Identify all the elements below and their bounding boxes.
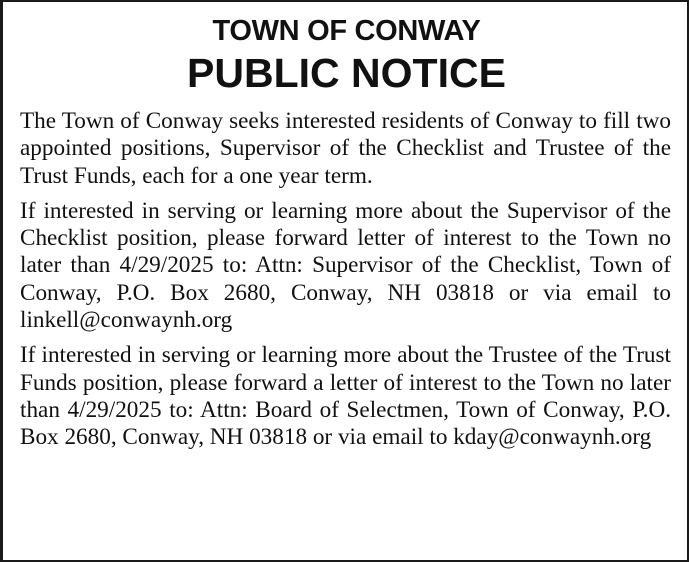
notice-header <box>20 14 673 98</box>
town-name: TOWN OF CONWAY <box>212 15 481 47</box>
supervisor-paragraph: If interested in serving or learning more about the Supervisor of the Checklist position, please forward letter of interest to the Town no later than 4/29/2025 to: Attn: Supervisor of the Checklist, Town of Conway, P.O. Box 2680, Conway, NH 03818 or via email to linkell@conwaynh.org <box>20 197 671 334</box>
intro-paragraph: The Town of Conway seeks interested residents of Conway to fill two appointed positions, Supervisor of the Checklist and Trustee of the Trust Funds, each for a one year term. <box>20 108 671 189</box>
notice-title: PUBLIC NOTICE <box>187 50 506 96</box>
trustee-paragraph: If interested in serving or learning more about the Trustee of the Trust Funds position, please forward a letter of interest to the Town no later than 4/29/2025 to: Attn: Board of Selectmen, Town of Conway, P.O. Box 2680, Conway, NH 03818 or via email to kday@conwaynh.org <box>20 342 671 451</box>
